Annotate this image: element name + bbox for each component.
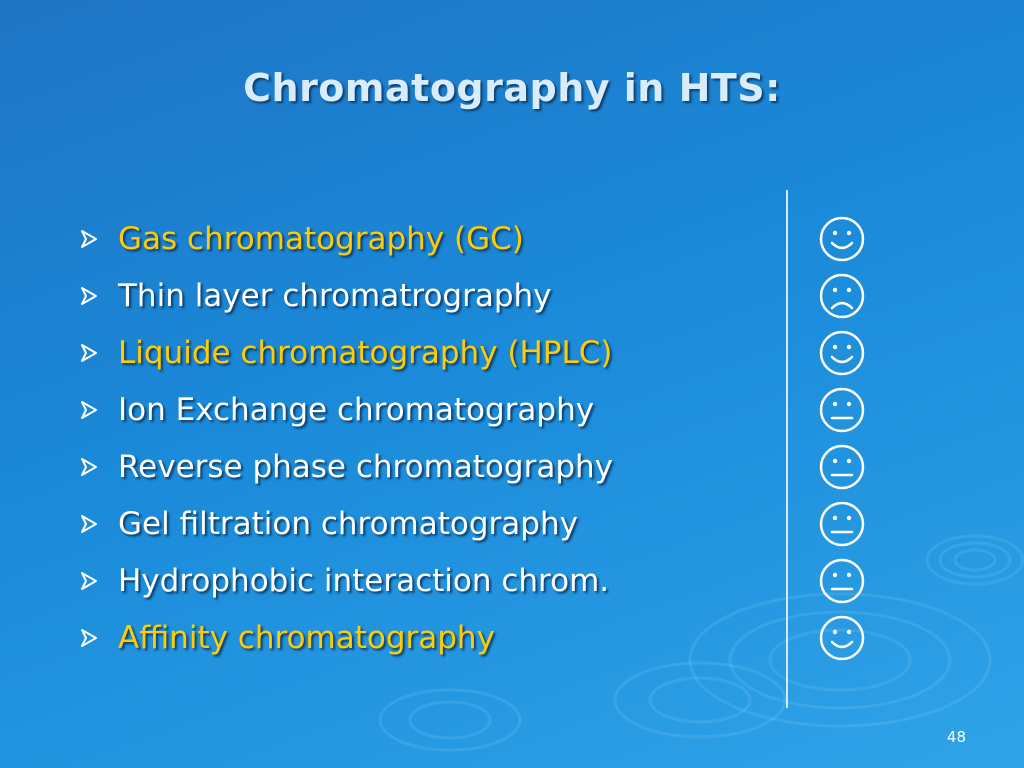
bullet-item — [80, 267, 613, 324]
bullet-text: Hydrophobic interaction chrom. — [118, 562, 610, 599]
bullet-text: Gas chromatography (GC) — [118, 220, 524, 257]
arrowhead-bullet-icon — [80, 286, 118, 306]
arrowhead-bullet-icon — [80, 343, 118, 363]
arrowhead-bullet-icon — [80, 457, 118, 477]
arrowhead-bullet-icon — [80, 514, 118, 534]
arrowhead-bullet-icon — [80, 628, 118, 648]
bullet-text: Ion Exchange chromatography — [118, 391, 595, 428]
bullet-item — [80, 438, 613, 495]
arrowhead-bullet-icon — [80, 400, 118, 420]
bullet-text: Gel filtration chromatography — [118, 505, 578, 542]
column-divider — [786, 190, 788, 708]
neutral-face-icon — [815, 495, 869, 552]
bullet-list — [80, 210, 613, 666]
page-number: 48 — [946, 728, 966, 746]
smiley-face-icon — [815, 324, 869, 381]
frowning-face-icon — [815, 267, 869, 324]
bullet-item — [80, 381, 613, 438]
bullet-item — [80, 495, 613, 552]
arrowhead-bullet-icon — [80, 571, 118, 591]
bullet-item — [80, 552, 613, 609]
bullet-text: Reverse phase chromatography — [118, 448, 613, 485]
face-rating-column — [815, 210, 869, 666]
neutral-face-icon — [815, 552, 869, 609]
bullet-text: Affinity chromatography — [118, 619, 495, 656]
smiley-face-icon — [815, 609, 869, 666]
bullet-text: Liquide chromatography (HPLC) — [118, 334, 613, 371]
slide-title: Chromatography in HTS: — [243, 66, 781, 110]
neutral-face-icon — [815, 438, 869, 495]
smiley-face-icon — [815, 210, 869, 267]
neutral-face-icon — [815, 381, 869, 438]
bullet-text: Thin layer chromatrography — [118, 277, 552, 314]
bullet-item — [80, 609, 613, 666]
bullet-item — [80, 210, 613, 267]
bullet-item — [80, 324, 613, 381]
arrowhead-bullet-icon — [80, 229, 118, 249]
